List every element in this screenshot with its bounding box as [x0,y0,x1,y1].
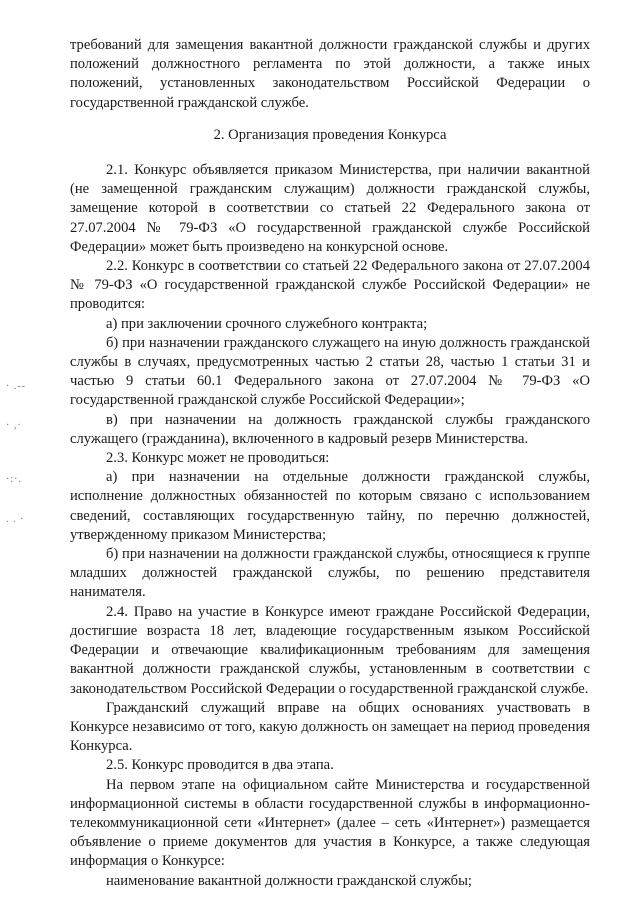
paragraph-civil-servant: Гражданский служащий вправе на общих основаниях участвовать в Конкурсе независимо от того, какую должность он замещает на период проведения Конкурса. [70,699,590,755]
list-item-v: в) при назначении на должность гражданской службы гражданского служащего (гражданина), включенного в кадровый резерв Министерства. [70,411,590,447]
paragraph-2-1: 2.1. Конкурс объявляется приказом Министерства, при наличии вакантной (не замещенной гражданским служащим) должности гражданской службы, замещение которой в соответствии со статьей 22 Федерального закона от 27.07.2004 № 79-ФЗ «О государственной гражданской службе Российской Федерации» может быть произведено на конкурсной основе. [70,162,590,255]
paragraph-2-2: 2.2. Конкурс в соответствии со статьей 22 Федерального закона от 27.07.2004 № 79-ФЗ «О государственной гражданской службе Российской Федерации» не проводится: [70,258,590,313]
paragraph-vacancy-name: наименование вакантной должности гражданской службы; [106,872,472,889]
paragraph-2-4: 2.4. Право на участие в Конкурсе имеют граждане Российской Федерации, достигшие возраста 18 лет, владеющие государственным языком Российской Федерации и отвечающие квалификационным требованиям для замещения вакантной должности гражданской службы, установленным в соответствии с законодательством Российской Федерации о государственной гражданской службе. [70,603,590,697]
paragraph-2-5: 2.5. Конкурс проводится в два этапа. [106,757,334,774]
scan-speck: · .-- [6,381,26,392]
paragraph-2-3: 2.3. Конкурс может не проводиться: [106,450,330,467]
scan-speck: ·:·. [6,474,22,485]
section-title: 2. Организация проведения Конкурса [213,126,447,143]
document-page [70,36,590,891]
list-item-b: б) при назначении гражданского служащего на иную должность гражданской службы в случаях, предусмотренных частью 2 статьи 28, частью 1 статьи 31 и частью 9 статьи 60.1 Федерального закона от 27.07.2004 № 79-ФЗ «О государственной гражданской службе Российской Федерации»; [70,334,590,409]
list-item-b: б) при назначении на должности гражданской службы, относящиеся к группе младших должностей гражданской службы, по решению представителя нанимателя. [70,546,590,601]
list-item-a: а) при заключении срочного служебного контракта; [106,315,428,332]
scan-speck: . . · [6,514,25,525]
paragraph-first-stage: На первом этапе на официальном сайте Министерства и государственной информационной системы в области государственной службы в информационно-телекоммуникационной сети «Интернет» (далее – сеть «Интернет») размещается объявление о приеме документов для участия в Конкурсе, а также следующая информация о Конкурсе: [70,776,590,870]
scan-speck: · ,· [6,420,22,431]
list-item-a: а) при назначении на отдельные должности гражданской службы, исполнение должностных обязанностей по которым связано с использованием сведений, составляющих государственную тайну, по перечню должностей, утвержденному приказом Министерства; [70,469,590,543]
intro-paragraph: требований для замещения вакантной должности гражданской службы и других положений должностного регламента по этой должности, а также иных положений, установленных законодательством Российской Федерации о государственной гражданской службе. [70,37,590,111]
